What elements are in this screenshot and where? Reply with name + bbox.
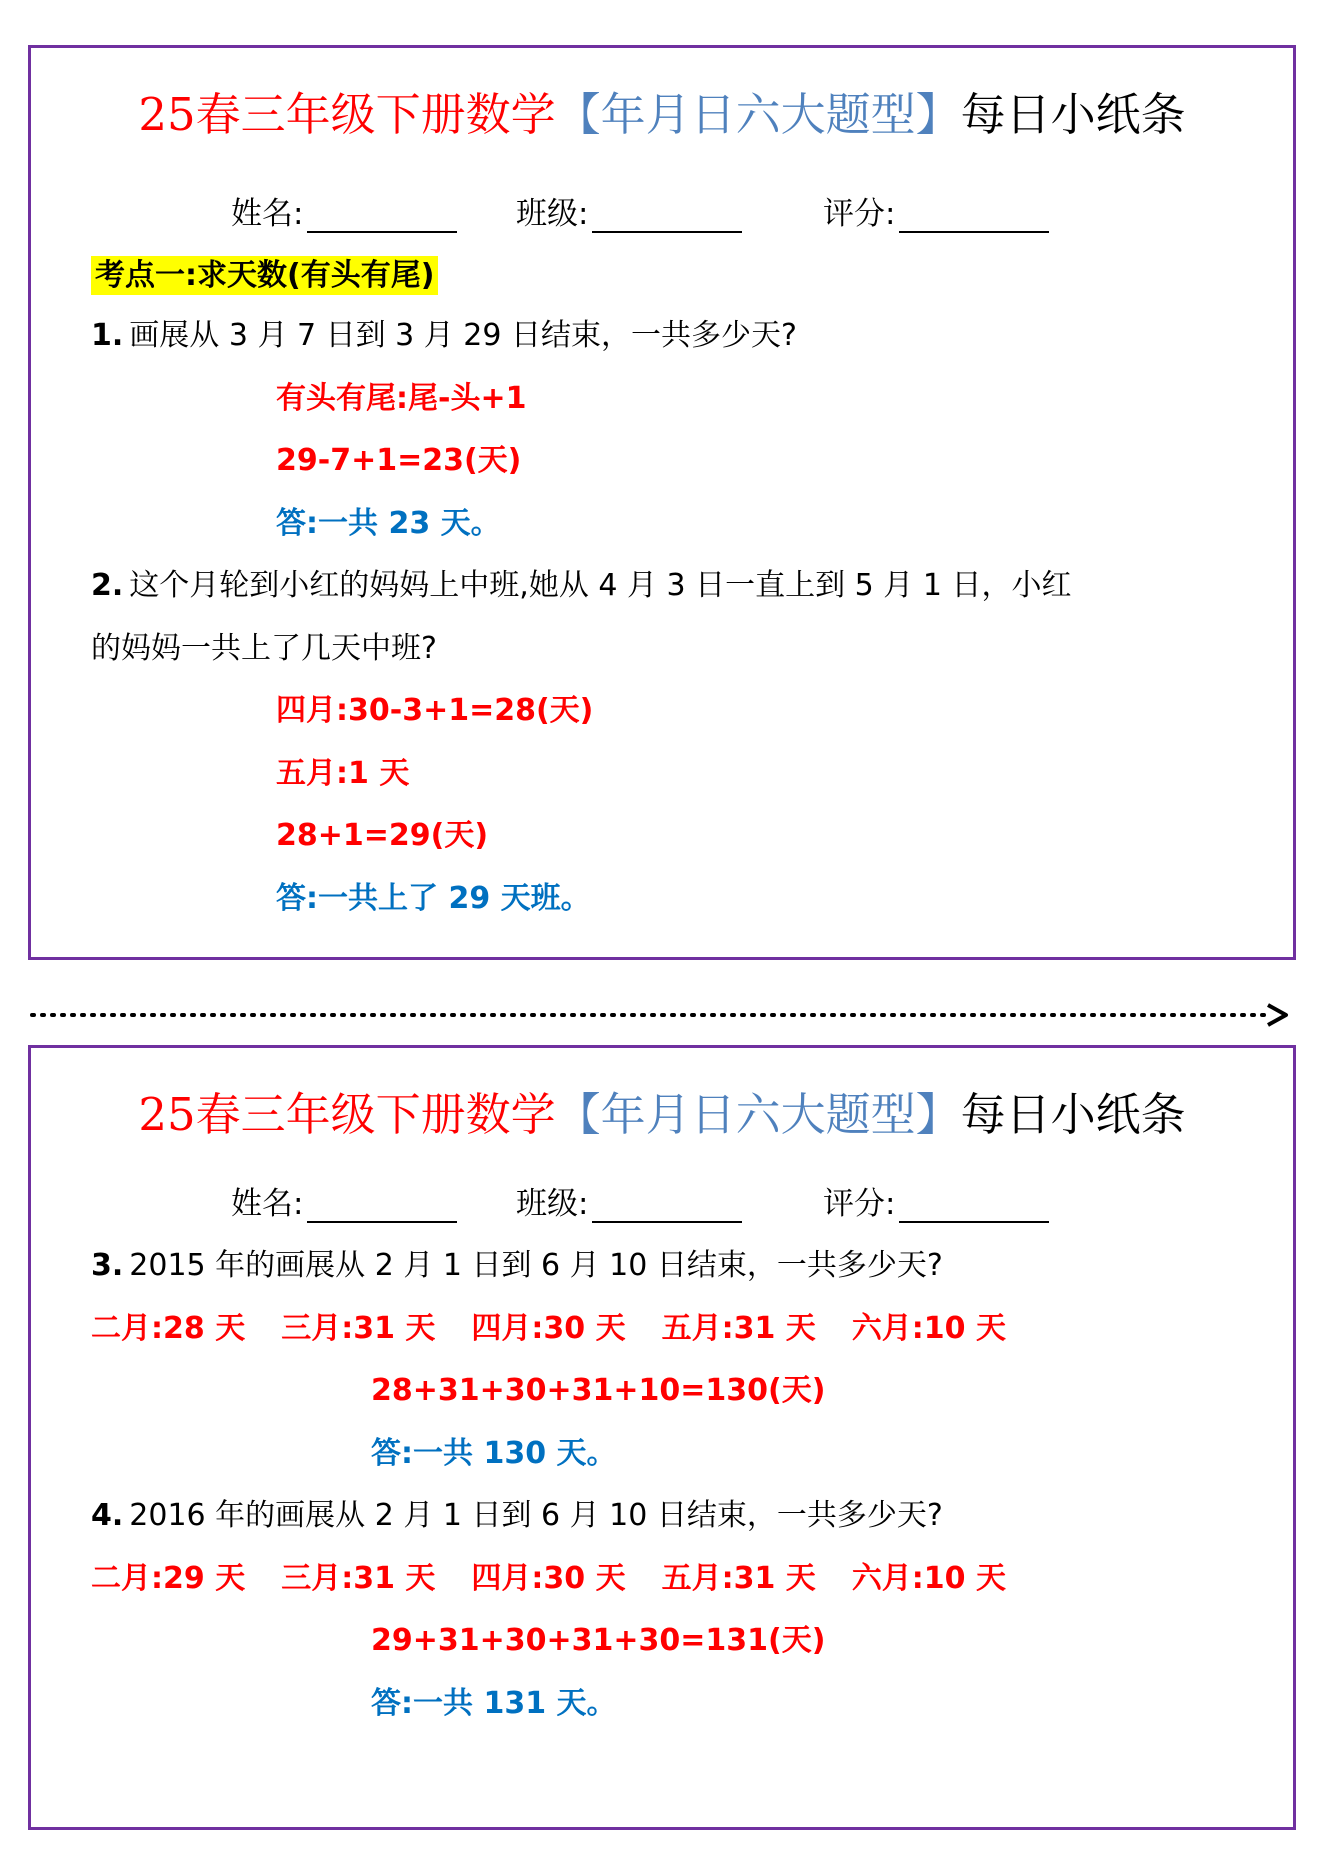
question-2-line-1 bbox=[91, 568, 1071, 604]
cut-line-divider bbox=[30, 1002, 1292, 1028]
month-day-count: 三月:31 天 bbox=[281, 1311, 436, 1346]
title-part-grade: 25春三年级下册数学 bbox=[138, 88, 556, 141]
q3-answer: 答:一共 130 天。 bbox=[371, 1436, 617, 1471]
q2-step-may: 五月:1 天 bbox=[276, 756, 410, 791]
q4-month-days bbox=[91, 1561, 1042, 1597]
question-number: 4. bbox=[91, 1498, 124, 1533]
question-2-line-2: 的妈妈一共上了几天中班? bbox=[91, 631, 437, 666]
month-day-count: 二月:28 天 bbox=[91, 1311, 246, 1346]
score-field bbox=[823, 1178, 1049, 1223]
month-day-count: 四月:30 天 bbox=[471, 1311, 626, 1346]
score-label: 评分: bbox=[823, 1186, 896, 1222]
q4-answer: 答:一共 131 天。 bbox=[371, 1686, 617, 1721]
title-part-grade: 25春三年级下册数学 bbox=[138, 1088, 556, 1141]
q2-calculation: 28+1=29(天) bbox=[276, 818, 489, 853]
question-number: 2. bbox=[91, 568, 124, 603]
question-text: 这个月轮到小红的妈妈上中班,她从 4 月 3 日一直上到 5 月 1 日，小红 bbox=[129, 568, 1072, 603]
q2-answer: 答:一共上了 29 天班。 bbox=[276, 881, 591, 916]
name-field bbox=[231, 1178, 457, 1223]
month-day-count: 六月:10 天 bbox=[851, 1561, 1007, 1596]
question-3 bbox=[91, 1248, 943, 1284]
question-text: 画展从 3 月 7 日到 3 月 29 日结束，一共多少天? bbox=[129, 318, 797, 353]
score-blank bbox=[899, 203, 1049, 233]
student-info-row bbox=[31, 188, 1293, 232]
title-part-daily: 每日小纸条 bbox=[960, 88, 1186, 141]
question-text: 2015 年的画展从 2 月 1 日到 6 月 10 日结束，一共多少天? bbox=[129, 1248, 943, 1283]
class-label: 班级: bbox=[516, 1186, 589, 1222]
section-heading bbox=[91, 258, 438, 294]
name-field bbox=[231, 188, 457, 233]
month-day-count: 二月:29 天 bbox=[91, 1561, 246, 1596]
title-part-topic: 【年月日六大题型】 bbox=[555, 1088, 961, 1141]
question-number: 1. bbox=[91, 318, 124, 353]
worksheet-card-2 bbox=[28, 1045, 1296, 1830]
q4-calculation: 29+31+30+31+30=131(天) bbox=[371, 1623, 826, 1658]
month-day-count: 五月:31 天 bbox=[661, 1561, 816, 1596]
arrow-right-icon bbox=[1268, 1005, 1286, 1025]
score-label: 评分: bbox=[823, 196, 896, 232]
month-day-count: 四月:30 天 bbox=[471, 1561, 626, 1596]
question-1 bbox=[91, 318, 797, 354]
worksheet-title bbox=[31, 88, 1293, 141]
q1-answer: 答:一共 23 天。 bbox=[276, 506, 501, 541]
question-4 bbox=[91, 1498, 943, 1534]
student-info-row bbox=[31, 1178, 1293, 1222]
title-part-topic: 【年月日六大题型】 bbox=[555, 88, 961, 141]
name-label: 姓名: bbox=[231, 1186, 304, 1222]
name-label: 姓名: bbox=[231, 196, 304, 232]
month-day-count: 三月:31 天 bbox=[281, 1561, 436, 1596]
name-blank bbox=[307, 203, 457, 233]
question-number: 3. bbox=[91, 1248, 124, 1283]
q1-rule: 有头有尾:尾-头+1 bbox=[276, 381, 527, 416]
worksheet-card-1 bbox=[28, 45, 1296, 960]
section-highlight: 考点一:求天数(有头有尾) bbox=[91, 256, 438, 295]
score-field bbox=[823, 188, 1049, 233]
q1-calculation: 29-7+1=23(天) bbox=[276, 443, 522, 478]
q3-calculation: 28+31+30+31+10=130(天) bbox=[371, 1373, 826, 1408]
name-blank bbox=[307, 1193, 457, 1223]
score-blank bbox=[899, 1193, 1049, 1223]
question-text: 2016 年的画展从 2 月 1 日到 6 月 10 日结束，一共多少天? bbox=[129, 1498, 943, 1533]
class-field bbox=[516, 188, 742, 233]
class-label: 班级: bbox=[516, 196, 589, 232]
class-blank bbox=[592, 203, 742, 233]
class-field bbox=[516, 1178, 742, 1223]
month-day-count: 五月:31 天 bbox=[661, 1311, 816, 1346]
worksheet-title bbox=[31, 1088, 1293, 1141]
class-blank bbox=[592, 1193, 742, 1223]
title-part-daily: 每日小纸条 bbox=[960, 1088, 1186, 1141]
month-day-count: 六月:10 天 bbox=[851, 1311, 1007, 1346]
q2-step-april: 四月:30-3+1=28(天) bbox=[276, 693, 594, 728]
q3-month-days bbox=[91, 1311, 1042, 1347]
